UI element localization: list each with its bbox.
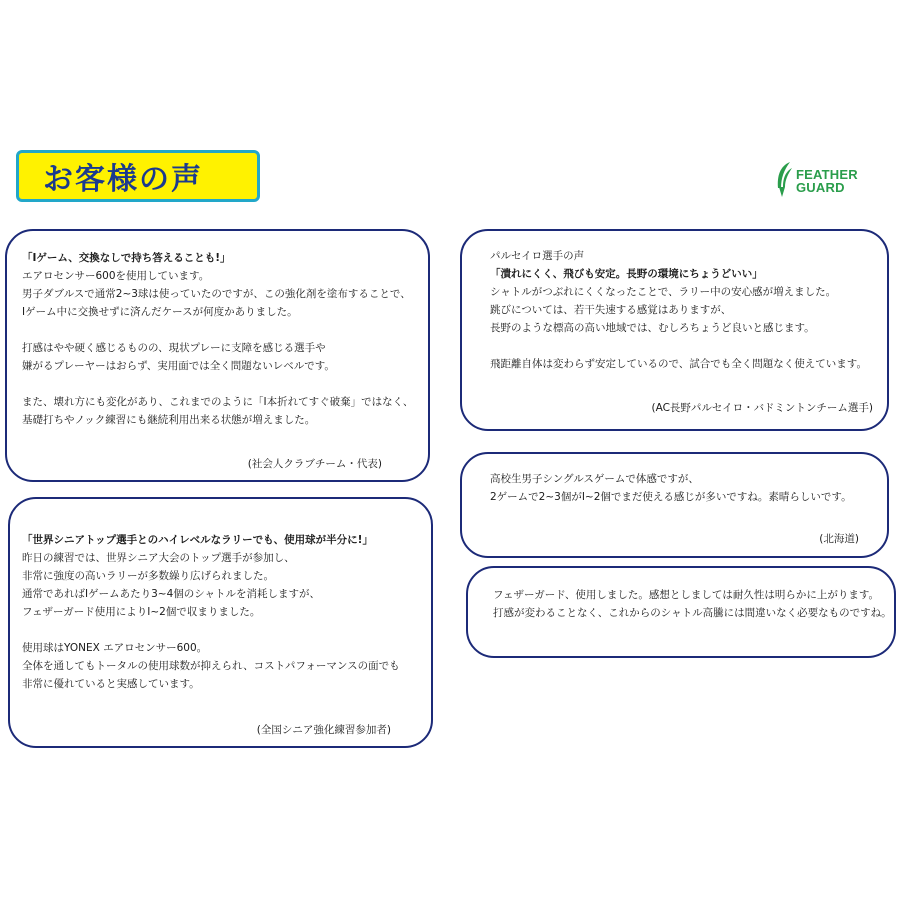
logo-text-line2: GUARD — [796, 180, 845, 195]
logo-text-line1: FEATHER — [796, 167, 858, 182]
testimonial-line: 飛距離自体は変わらず安定しているので、試合でも全く問題なく使えています。 — [490, 358, 867, 370]
testimonial-card-1 — [5, 229, 430, 482]
testimonial-line: 通常であればIゲームあたり3~4個のシャトルを消耗しますが、 — [22, 588, 321, 600]
testimonial-line: 非常に強度の高いラリーが多数繰り広げられました。 — [22, 570, 274, 582]
testimonial-line: また、壊れ方にも変化があり、これまでのように「I本折れてすぐ破棄」ではなく、 — [22, 396, 414, 408]
testimonial-line: 打感が変わることなく、これからのシャトル高騰には間違いなく必要なものですね。 — [493, 607, 892, 619]
testimonial-card-2 — [8, 497, 433, 748]
testimonial-signature: (社会人クラブチーム・代表) — [247, 458, 382, 470]
page-title: お客様の声 — [43, 162, 203, 197]
feather-guard-logo — [774, 160, 874, 200]
page-title-box — [16, 150, 260, 202]
testimonial-card-3 — [460, 229, 889, 431]
testimonial-line: フェザーガード、使用しました。感想としましては耐久性は明らかに上がります。 — [493, 589, 879, 601]
testimonial-line: 非常に優れていると実感しています。 — [22, 678, 200, 690]
testimonial-line: 長野のような標高の高い地域では、むしろちょうど良いと感じます。 — [490, 322, 815, 334]
feather-logo-icon — [774, 160, 796, 198]
testimonial-line: 嫌がるプレーヤーはおらず、実用面では全く問題ないレベルです。 — [22, 360, 335, 372]
testimonial-line: 基礎打ちやノック練習にも継続利用出来る状態が増えました。 — [22, 414, 316, 426]
testimonial-card-4 — [460, 452, 889, 558]
testimonial-signature: (全国シニア強化練習参加者) — [256, 724, 391, 736]
testimonial-signature: (北海道) — [819, 533, 859, 545]
testimonial-line: 打感はやや硬く感じるものの、現状プレーに支障を感じる選手や — [22, 342, 326, 354]
testimonial-intro: パルセイロ選手の声 — [490, 250, 585, 262]
testimonial-headline: 「潰れにくく、飛びも安定。長野の環境にちょうどいい」 — [490, 268, 763, 280]
testimonial-line: シャトルがつぶれにくくなったことで、ラリー中の安心感が増えました。 — [490, 286, 837, 298]
testimonial-line: 跳びについては、若干失速する感覚はありますが、 — [490, 304, 732, 316]
testimonial-line: 男子ダブルスで通常2~3球は使っていたのですが、この強化剤を塗布することで、 — [22, 288, 411, 300]
testimonial-line: Iゲーム中に交換せずに済んだケースが何度かありました。 — [22, 306, 298, 318]
testimonial-line: フェザーガード使用によりI~2個で収まりました。 — [22, 606, 261, 618]
testimonial-card-5 — [466, 566, 896, 658]
testimonial-line: 高校生男子シングルスゲームで体感ですが、 — [490, 473, 699, 485]
testimonial-line: 使用球はYONEX エアロセンサー600。 — [22, 642, 208, 654]
testimonial-headline: 「Iゲーム、交換なしで持ち答えることも!」 — [22, 252, 231, 264]
testimonial-line: エアロセンサー600を使用しています。 — [22, 270, 210, 282]
testimonial-line: 昨日の練習では、世界シニア大会のトップ選手が参加し、 — [22, 552, 295, 564]
testimonial-signature: (AC長野パルセイロ・バドミントンチーム選手) — [651, 402, 873, 414]
testimonial-headline: 「世界シニアトップ選手とのハイレベルなラリーでも、使用球が半分に!」 — [22, 534, 373, 546]
testimonial-line: 2ゲームで2~3個がI~2個でまだ使える感じが多いですね。素晴らしいです。 — [490, 491, 852, 503]
testimonial-line: 全体を通してもトータルの使用球数が抑えられ、コストパフォーマンスの面でも — [22, 660, 400, 672]
